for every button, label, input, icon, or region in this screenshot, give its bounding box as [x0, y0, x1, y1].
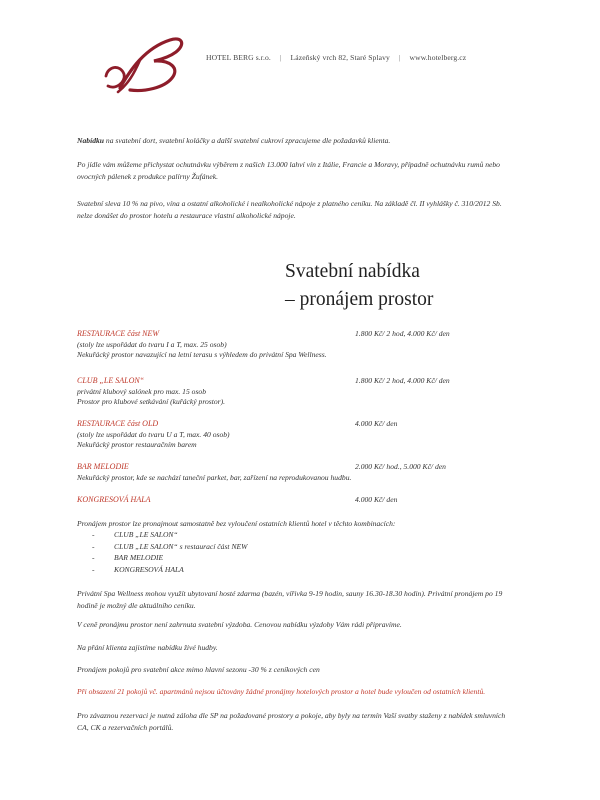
room-price: 2.000 Kč/ hod., 5.000 Kč/ den: [355, 462, 446, 471]
warning-note: Při obsazení 21 pokojů vč. apartmánů nejsou účtovány žádné pronájmy hotelových prostor a hotel bude vyloučen od ostatních klientů.: [77, 687, 486, 696]
room-bar-melodie: [77, 462, 522, 483]
room-desc-line: Nekuřácký prostor restauračním barem: [77, 440, 197, 449]
room-restaurace-new: [77, 329, 522, 361]
hotel-berg-logo: [100, 30, 190, 100]
room-desc-line: Nekuřácký prostor navazující na letní terasu s výhledem do privátní Spa Wellness.: [77, 350, 327, 359]
list-item: [92, 564, 247, 576]
list-item: [92, 541, 247, 553]
intro-paragraph-1: [77, 135, 507, 147]
room-desc-line: (stoly lze uspořádat do tvaru I a T, max. 25 osob): [77, 339, 227, 349]
room-restaurace-old: [77, 419, 522, 451]
page-title: [285, 258, 433, 314]
intro-paragraph-1-text: na svatební dort, svatební koláčky a další svatební cukroví zpracujeme dle požadavků klienta.: [104, 136, 391, 145]
list-item-text: CLUB „LE SALON“: [114, 530, 178, 539]
room-desc-line: (stoly lze uspořádat do tvaru U a T, max. 40 osob): [77, 429, 230, 439]
list-item-text: CLUB „LE SALON“ s restaurací část NEW: [114, 541, 248, 551]
list-item-text: KONGRESOVÁ HALA: [114, 564, 184, 574]
discount-note: Pronájem pokojů pro svatební akce mimo hlavní sezonu -30 % z ceníkových cen: [77, 665, 320, 674]
company-address: Lázeňský vrch 82, Staré Splavy: [290, 53, 390, 62]
room-kongresova-hala: [77, 495, 522, 506]
combos-list: [92, 529, 247, 575]
page-title-line-2: – pronájem prostor: [285, 289, 434, 310]
deposit-note: Pro závaznou rezervaci je nutná záloha dle SP na požadované prostory a pokoje, aby byly na termín Vaší svatby staženy z nabídek smluvních CA, CK a rezervačních portálů.: [77, 711, 506, 732]
list-dash: -: [92, 553, 95, 563]
intro-bold-word: Nabídku: [77, 136, 105, 145]
room-club-le-salon: [77, 376, 522, 408]
list-dash: -: [92, 564, 95, 574]
spa-note: Privátní Spa Wellness mohou využít ubytovaní hosté zdarma (bazén, vířivka 9-19 hodin, sauny 16.30-18.30 hodin). Privátní pronájem po 19 hodině je možný dle aktuálního ceníku.: [77, 589, 503, 610]
room-desc-line: Nekuřácký prostor, kde se nachází taneční parket, bar, zařízení na reprodukovanou hudbu.: [77, 472, 352, 482]
list-dash: -: [92, 530, 95, 539]
company-name: HOTEL BERG s.r.o.: [206, 53, 271, 62]
room-price: 1.800 Kč/ 2 hod, 4.000 Kč/ den: [355, 329, 450, 338]
intro-paragraph-3: Svatební sleva 10 % na pivo, vína a ostatní alkoholické i nealkoholické nápoje z platného ceníku. Na základě čl. II vyhlášky č. 310/2012 Sb. nelze donášet do prostor hotelu a restaurace vlastní alkoholické nápoje.: [77, 199, 502, 220]
room-name: BAR MELODIE: [77, 462, 129, 471]
page-title-line-1: Svatební nabídka: [285, 261, 420, 282]
room-price: 1.800 Kč/ 2 hod, 4.000 Kč/ den: [355, 376, 450, 385]
list-dash: -: [92, 541, 95, 551]
price-note: V ceně pronájmu prostor není zahrnuta svatební výzdoba. Cenovou nabídku výzdoby Vám rádi připravíme.: [77, 620, 402, 629]
room-name: RESTAURACE část OLD: [77, 419, 159, 428]
music-note: Na přání klienta zajistíme nabídku živé hudby.: [77, 643, 218, 652]
combos-intro: Pronájem prostor lze pronajmout samostatně bez vyloučení ostatních klientů hotel v těchto kombinacích:: [77, 519, 396, 528]
room-price: 4.000 Kč/ den: [355, 419, 398, 428]
room-name: KONGRESOVÁ HALA: [77, 495, 151, 504]
company-website[interactable]: www.hotelberg.cz: [409, 53, 467, 62]
room-desc-line: privátní klubový salónek pro max. 15 osob: [77, 386, 207, 396]
header-contact-line: HOTEL BERG s.r.o. | Lázeňský vrch 82, Staré Splavy | www.hotelberg.cz: [206, 53, 467, 62]
list-item: [92, 552, 247, 564]
room-price: 4.000 Kč/ den: [355, 495, 398, 504]
room-name: RESTAURACE část NEW: [77, 329, 160, 338]
list-item-text: BAR MELODIE: [114, 553, 164, 563]
intro-paragraph-2: Po jídle vám můžeme přichystat ochutnávku výběrem z našich 13.000 lahví vín z Itálie, Francie a Moravy, případně ochutnávku rumů nebo ovocných pálenek z produkce palírny Žufánek.: [77, 160, 500, 181]
list-item: [92, 529, 247, 541]
room-desc-line: Prostor pro klubové setkávání (kuřácký prostor).: [77, 397, 226, 406]
room-name: CLUB „LE SALON“: [77, 376, 145, 385]
